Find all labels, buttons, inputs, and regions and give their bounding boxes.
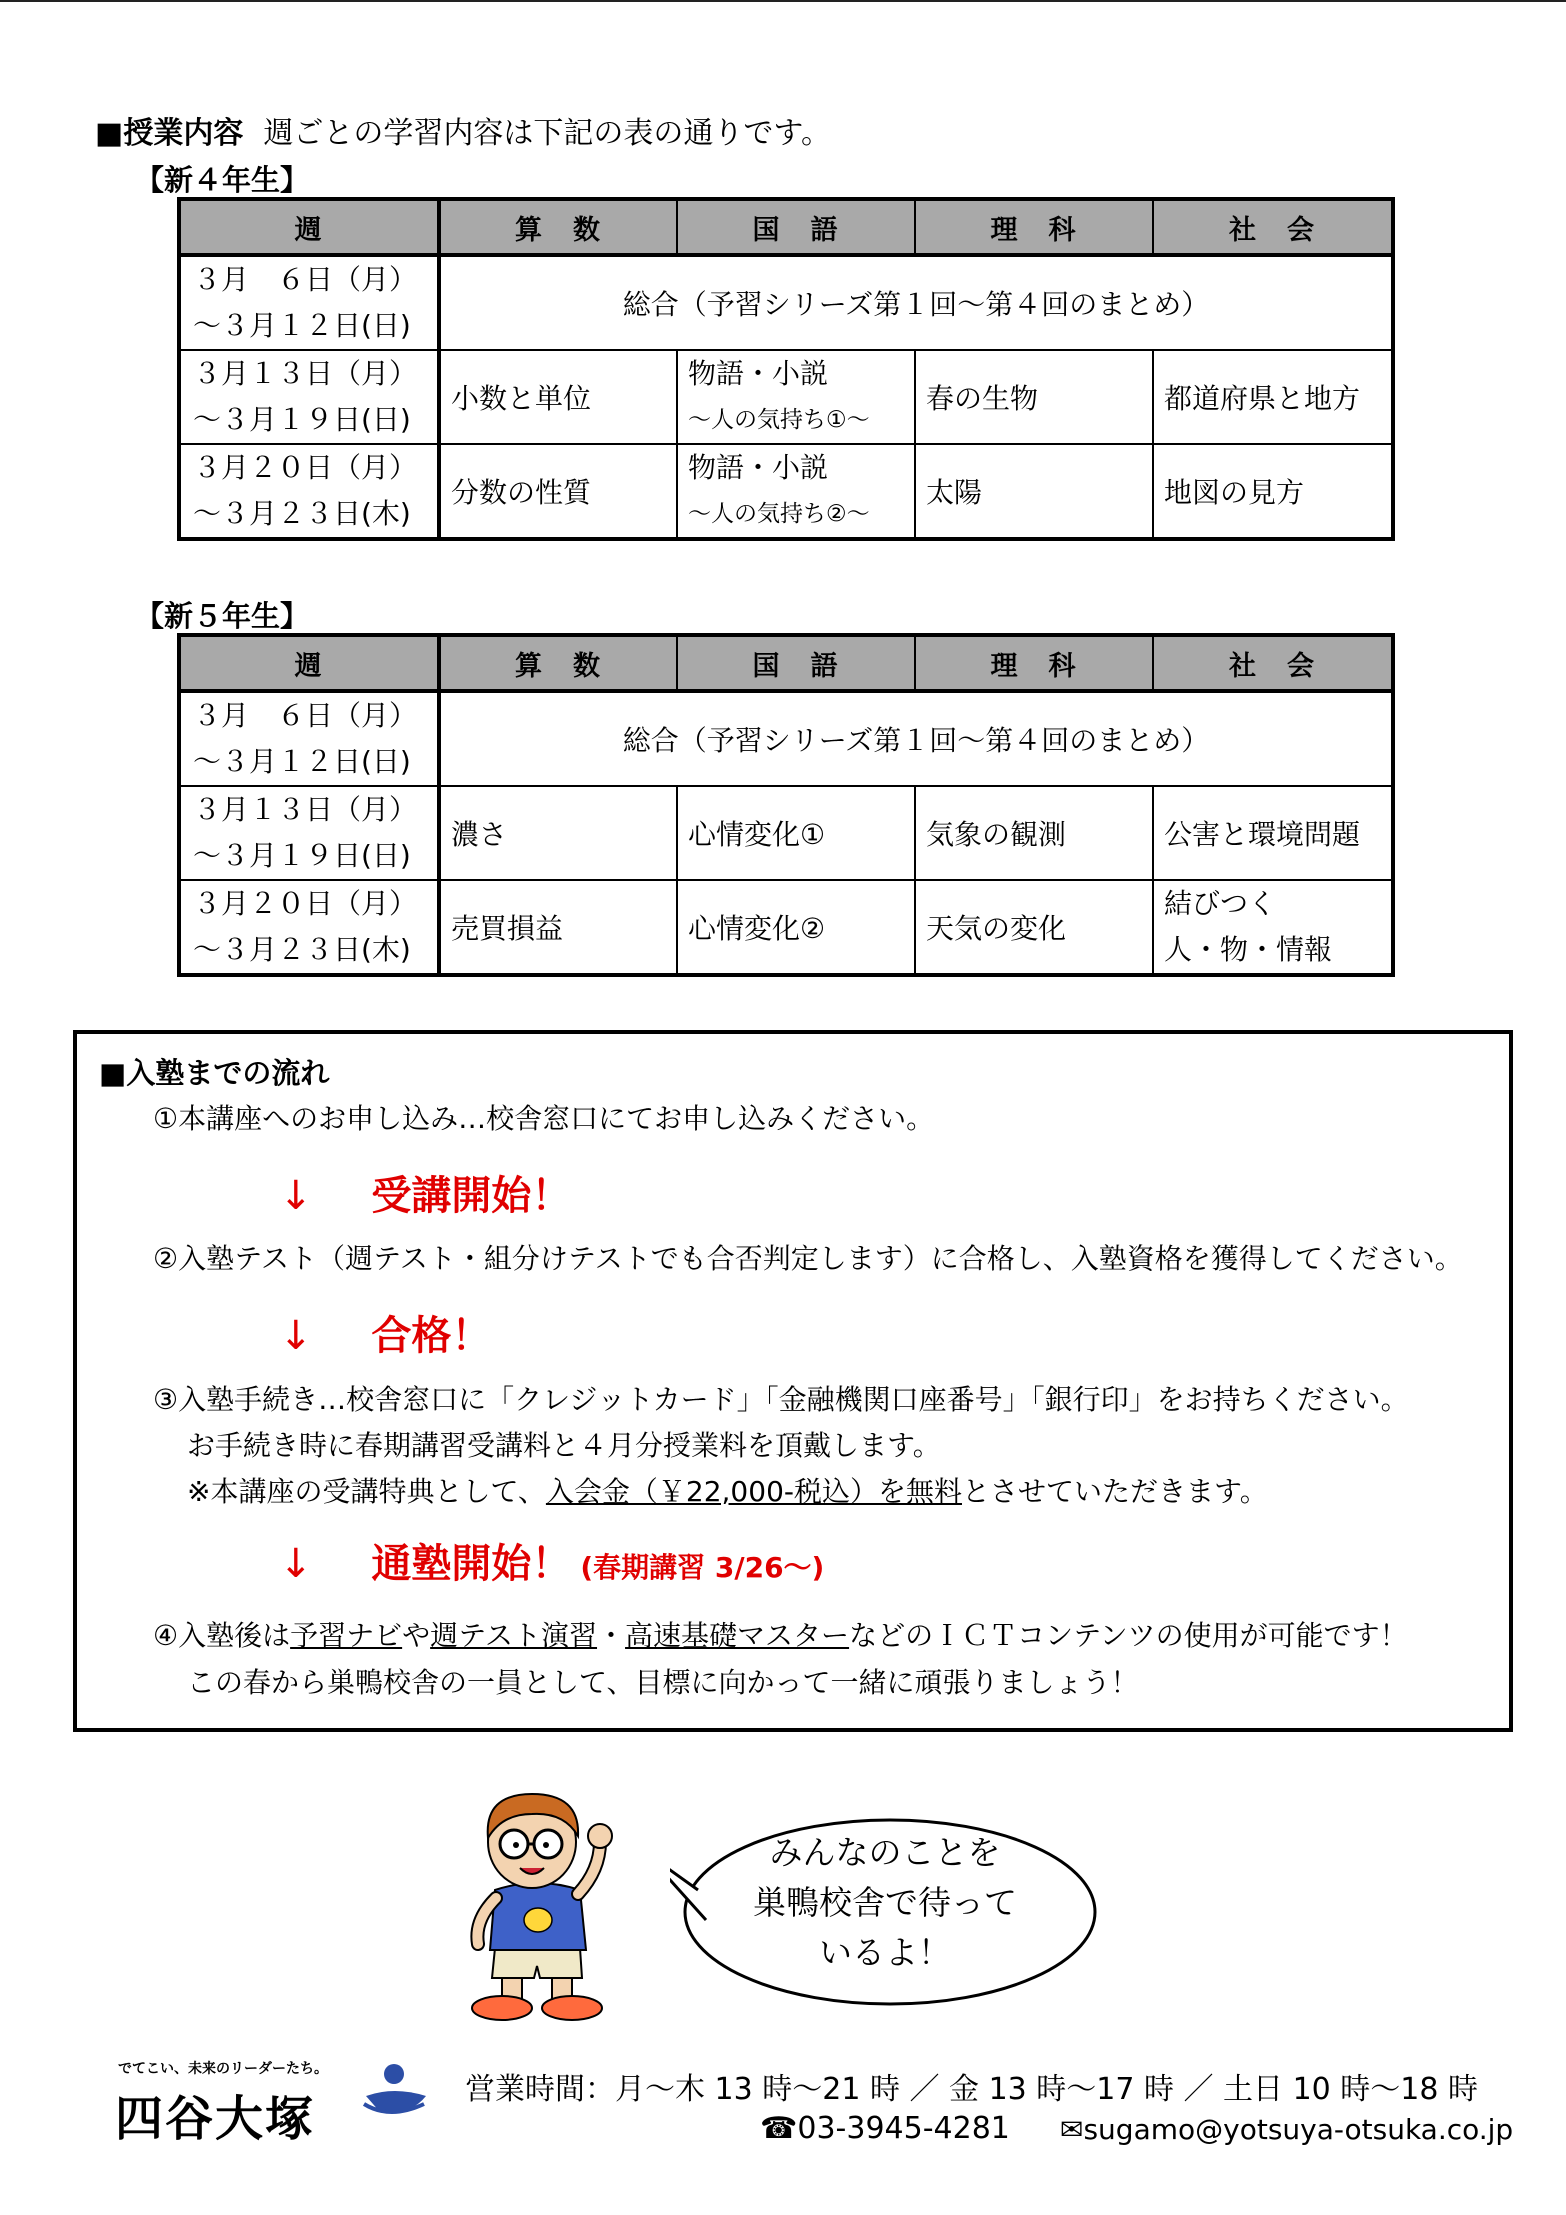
brand-logo-icon [360,2060,430,2120]
col-shakai: 社 会 [1153,635,1393,691]
top-rule [0,0,1566,2]
kokugo-cell: 心情変化② [677,880,915,975]
math-cell: 分数の性質 [439,444,677,539]
email-address: ✉sugamo@yotsuya-otsuka.co.jp [1060,2113,1514,2146]
section-title: ■授業内容 [95,116,244,151]
week-cell: ３月１３日（月） ～３月１９日(日) [179,350,439,444]
flow-stage1: ↓ 受講開始！ [279,1173,572,1219]
shakai-cell: 地図の見方 [1153,444,1393,539]
week-cell: ３月２０日（月） ～３月２３日(木) [179,444,439,539]
flow-title: ■入塾までの流れ [99,1056,330,1090]
math-cell: 売買損益 [439,880,677,975]
col-math: 算 数 [439,635,677,691]
yoshu-navi-link: 予習ナビ [290,1619,403,1652]
rika-cell: 気象の観測 [915,786,1153,880]
kiso-master-link: 高速基礎マスター [625,1619,850,1652]
flow-step4-line2: この春から巣鴨校舎の一員として、目標に向かって一緒に頑張りましょう！ [187,1666,1139,1699]
flow-step1: ①本講座へのお申し込み…校舎窓口にてお申し込みください。 [153,1102,935,1135]
flow-step3-detail: お手続き時に春期講習受講料と４月分授業料を頂戴します。 [187,1429,941,1462]
flow-step4: ④入塾後は予習ナビや週テスト演習・高速基礎マスターなどのＩＣＴコンテンツの使用が可能です！ [153,1619,1408,1652]
section-desc: 週ごとの学習内容は下記の表の通りです。 [263,116,831,151]
week-cell: ３月１３日（月） ～３月１９日(日) [179,786,439,880]
table-header-row [179,199,1393,255]
week-cell: ３月 ６日（月） ～３月１２日(日) [179,691,439,786]
table-row [179,444,1393,539]
brand-logo: 四谷大塚 [115,2091,316,2147]
shakai-cell: 都道府県と地方 [1153,350,1393,444]
rika-cell: 春の生物 [915,350,1153,444]
math-cell: 小数と単位 [439,350,677,444]
grade5-schedule-table [177,633,1395,977]
table-row [179,691,1393,786]
shakai-cell: 公害と環境問題 [1153,786,1393,880]
week-test-link: 週テスト演習 [430,1619,598,1652]
col-kokugo: 国 語 [677,635,915,691]
col-math: 算 数 [439,199,677,255]
table-header-row [179,635,1393,691]
col-rika: 理 科 [915,635,1153,691]
summary-cell: 総合（予習シリーズ第１回～第４回のまとめ） [439,255,1393,350]
down-arrow-icon: ↓ [279,1313,313,1359]
col-week: 週 [179,199,439,255]
col-week: 週 [179,635,439,691]
flow-step2: ②入塾テスト（週テスト・組分けテストでも合否判定します）に合格し、入塾資格を獲得してください。 [153,1242,1463,1275]
week-cell: ３月２０日（月） ～３月２３日(木) [179,880,439,975]
speech-bubble-text: みんなのことを 巣鴨校舎で待って いるよ！ [753,1833,1017,1972]
table-row [179,880,1393,975]
enrollment-flow-box [73,1030,1513,1732]
down-arrow-icon: ↓ [279,1541,313,1587]
down-arrow-icon: ↓ [279,1173,313,1219]
mascot-illustration [440,1780,640,2030]
flow-stage2: ↓ 合格！ [279,1313,492,1359]
flow-stage3: ↓ 通塾開始！ (春期講習 3/26～) [279,1541,825,1587]
table-row [179,255,1393,350]
rika-cell: 太陽 [915,444,1153,539]
kokugo-cell: 心情変化① [677,786,915,880]
table-row [179,786,1393,880]
brand-tagline: でてこい、未来のリーダーたち。 [118,2061,328,2077]
col-rika: 理 科 [915,199,1153,255]
grade5-label: 【新５年生】 [135,599,310,633]
kokugo-cell: 物語・小説 ～人の気持ち①～ [677,350,915,444]
shakai-cell: 結びつく 人・物・情報 [1153,880,1393,975]
grade4-label: 【新４年生】 [135,163,310,197]
col-shakai: 社 会 [1153,199,1393,255]
rika-cell: 天気の変化 [915,880,1153,975]
phone-number: ☎03-3945-4281 [760,2111,1010,2146]
grade4-schedule-table [177,197,1395,541]
math-cell: 濃さ [439,786,677,880]
business-hours: 営業時間：月～木 13 時～21 時 ／ 金 13 時～17 時 ／ 土日 10 時～18 時 [465,2072,1479,2107]
flow-note: ※本講座の受講特典として、入会金（￥22,000-税込）を無料とさせていただきます。 [187,1475,1268,1508]
col-kokugo: 国 語 [677,199,915,255]
summary-cell: 総合（予習シリーズ第１回～第４回のまとめ） [439,691,1393,786]
week-cell: ３月 ６日（月） ～３月１２日(日) [179,255,439,350]
table-row [179,350,1393,444]
flow-step3: ③入塾手続き…校舎窓口に「クレジットカード」「金融機関口座番号」「銀行印」をお持ちください。 [153,1383,1409,1416]
kokugo-cell: 物語・小説 ～人の気持ち②～ [677,444,915,539]
section-heading [95,108,831,152]
